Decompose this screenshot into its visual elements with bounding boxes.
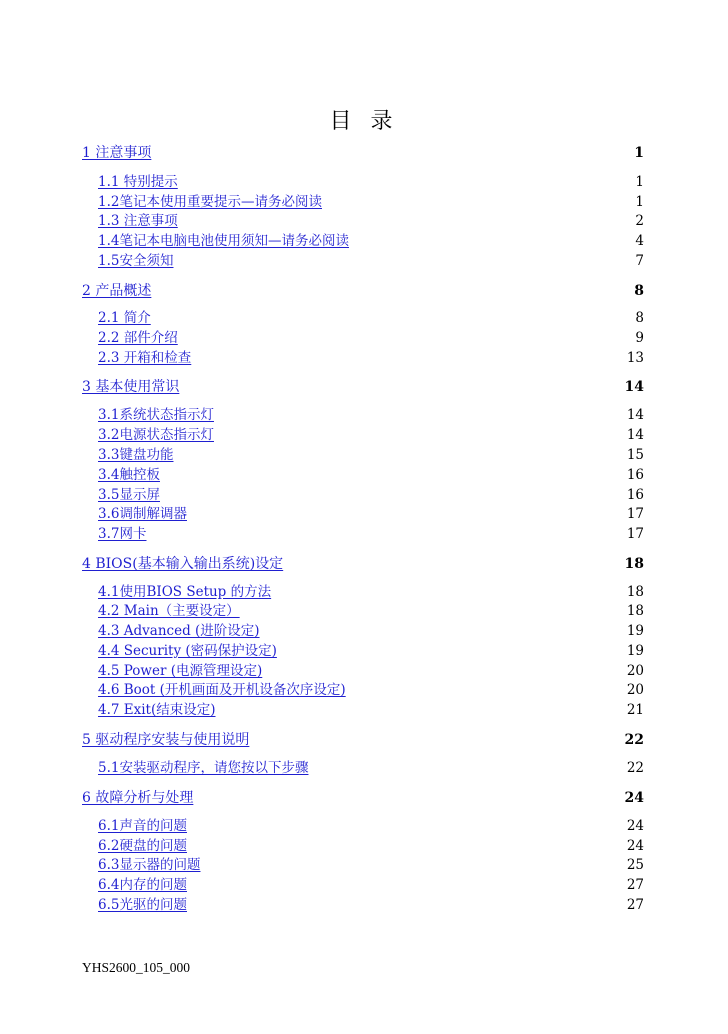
toc-page-number: 14 xyxy=(626,427,644,443)
toc-section-entry xyxy=(98,329,644,347)
toc-link[interactable]: 1.1 特别提示 xyxy=(98,174,178,190)
toc-page-number: 19 xyxy=(626,623,644,639)
toc-page-number: 18 xyxy=(626,584,644,600)
toc-link[interactable]: 2.3 开箱和检查 xyxy=(98,350,192,366)
toc-page-number: 1 xyxy=(634,145,644,161)
toc-page-number: 4 xyxy=(635,233,644,249)
toc-link[interactable]: 6.5光驱的问题 xyxy=(98,897,187,913)
toc-section-entry xyxy=(98,486,644,504)
toc-link[interactable]: 6.2硬盘的问题 xyxy=(98,838,187,854)
toc-link[interactable]: 3.3键盘功能 xyxy=(98,447,174,463)
toc-link[interactable]: 1.4笔记本电脑电池使用须知—请务必阅读 xyxy=(98,233,349,249)
toc-link[interactable]: 6.1声音的问题 xyxy=(98,818,187,834)
toc-chapter-entry xyxy=(82,789,644,807)
toc-chapter-entry xyxy=(82,282,644,300)
toc-page-number: 24 xyxy=(624,790,644,806)
toc-link[interactable]: 3 基本使用常识 xyxy=(82,379,180,395)
toc-page-number: 25 xyxy=(626,857,644,873)
toc-chapter-entry xyxy=(82,731,644,749)
toc-page-number: 9 xyxy=(635,330,644,346)
toc-page-number: 27 xyxy=(626,897,644,913)
toc-page-number: 27 xyxy=(626,877,644,893)
toc-link[interactable]: 4.6 Boot (开机画面及开机设备次序设定) xyxy=(98,682,346,698)
toc-section-entry xyxy=(98,406,644,424)
toc-page-number: 22 xyxy=(626,760,644,776)
toc-link[interactable]: 5 驱动程序安装与使用说明 xyxy=(82,732,250,748)
toc-page-number: 20 xyxy=(626,682,644,698)
toc-section-entry xyxy=(98,505,644,523)
toc-page-number: 14 xyxy=(626,407,644,423)
toc-section-entry xyxy=(98,856,644,874)
toc-link[interactable]: 1 注意事项 xyxy=(82,145,152,161)
toc-section-entry xyxy=(98,525,644,543)
toc-page-number: 13 xyxy=(626,350,644,366)
toc-title: 目 录 xyxy=(329,109,399,134)
toc-link[interactable]: 6.3显示器的问题 xyxy=(98,857,201,873)
document-code: YHS2600_105_000 xyxy=(82,960,191,975)
toc-section-entry xyxy=(98,896,644,914)
toc-section-entry xyxy=(98,193,644,211)
toc-section-entry xyxy=(98,642,644,660)
toc-page-number: 17 xyxy=(626,506,644,522)
toc-section-entry xyxy=(98,252,644,270)
toc-page-number: 15 xyxy=(626,447,644,463)
toc-section-entry xyxy=(98,681,644,699)
toc-link[interactable]: 2 产品概述 xyxy=(82,283,152,299)
toc-link[interactable]: 3.4触控板 xyxy=(98,467,160,483)
toc-page-number: 7 xyxy=(635,253,644,269)
toc-page-number: 21 xyxy=(626,702,644,718)
toc-section-entry xyxy=(98,602,644,620)
toc-section-entry xyxy=(98,837,644,855)
toc-section-entry xyxy=(98,583,644,601)
toc-link[interactable]: 4.1使用BIOS Setup 的方法 xyxy=(98,584,272,600)
toc-chapter-entry xyxy=(82,555,644,573)
toc-chapter-entry xyxy=(82,144,644,162)
toc-section-entry xyxy=(98,622,644,640)
toc-link[interactable]: 6.4内存的问题 xyxy=(98,877,187,893)
toc-section-entry xyxy=(98,173,644,191)
toc-page-number: 17 xyxy=(626,526,644,542)
toc-section-entry xyxy=(98,759,644,777)
toc-section-entry xyxy=(98,876,644,894)
toc-link[interactable]: 4.2 Main（主要设定） xyxy=(98,603,240,619)
toc-page-number: 22 xyxy=(624,732,644,748)
toc-chapter-entry xyxy=(82,378,644,396)
toc-link[interactable]: 4.4 Security (密码保护设定) xyxy=(98,643,277,659)
toc-link[interactable]: 6 故障分析与处理 xyxy=(82,790,194,806)
toc-page-number: 19 xyxy=(626,643,644,659)
toc-section-entry xyxy=(98,212,644,230)
toc-link[interactable]: 3.7网卡 xyxy=(98,526,147,542)
toc-page-number: 20 xyxy=(626,663,644,679)
toc-page-number: 2 xyxy=(635,213,644,229)
toc-page-number: 1 xyxy=(635,194,644,210)
toc-page-number: 16 xyxy=(626,487,644,503)
toc-page-number: 14 xyxy=(624,379,644,395)
toc-page-number: 24 xyxy=(626,838,644,854)
toc-section-entry xyxy=(98,466,644,484)
toc-link[interactable]: 5.1安装驱动程序，请您按以下步骤 xyxy=(98,760,309,776)
toc-link[interactable]: 4.7 Exit(结束设定) xyxy=(98,702,216,718)
toc-page-number: 8 xyxy=(634,283,644,299)
toc-link[interactable]: 4 BIOS(基本输入输出系统)设定 xyxy=(82,556,284,572)
toc-link[interactable]: 1.2笔记本使用重要提示—请务必阅读 xyxy=(98,194,322,210)
toc-section-entry xyxy=(98,446,644,464)
toc-section-entry xyxy=(98,349,644,367)
toc-page-number: 8 xyxy=(635,310,644,326)
toc-section-entry xyxy=(98,701,644,719)
toc-page-number: 18 xyxy=(626,603,644,619)
toc-page-number: 24 xyxy=(626,818,644,834)
toc-link[interactable]: 3.5显示屏 xyxy=(98,487,160,503)
toc-link[interactable]: 2.2 部件介绍 xyxy=(98,330,178,346)
toc-page-number: 16 xyxy=(626,467,644,483)
toc-link[interactable]: 3.2电源状态指示灯 xyxy=(98,427,214,443)
toc-section-entry xyxy=(98,426,644,444)
toc-section-entry xyxy=(98,232,644,250)
toc-section-entry xyxy=(98,662,644,680)
toc-section-entry xyxy=(98,309,644,327)
toc-link[interactable]: 3.1系统状态指示灯 xyxy=(98,407,214,423)
toc-link[interactable]: 3.6调制解调器 xyxy=(98,506,187,522)
toc-link[interactable]: 2.1 简介 xyxy=(98,310,151,326)
toc-link[interactable]: 1.5安全须知 xyxy=(98,253,174,269)
toc-link[interactable]: 1.3 注意事项 xyxy=(98,213,178,229)
toc-link[interactable]: 4.5 Power (电源管理设定) xyxy=(98,663,263,679)
toc-link[interactable]: 4.3 Advanced (进阶设定) xyxy=(98,623,260,639)
toc-page-number: 1 xyxy=(635,174,644,190)
toc-page-number: 18 xyxy=(624,556,644,572)
toc-section-entry xyxy=(98,817,644,835)
